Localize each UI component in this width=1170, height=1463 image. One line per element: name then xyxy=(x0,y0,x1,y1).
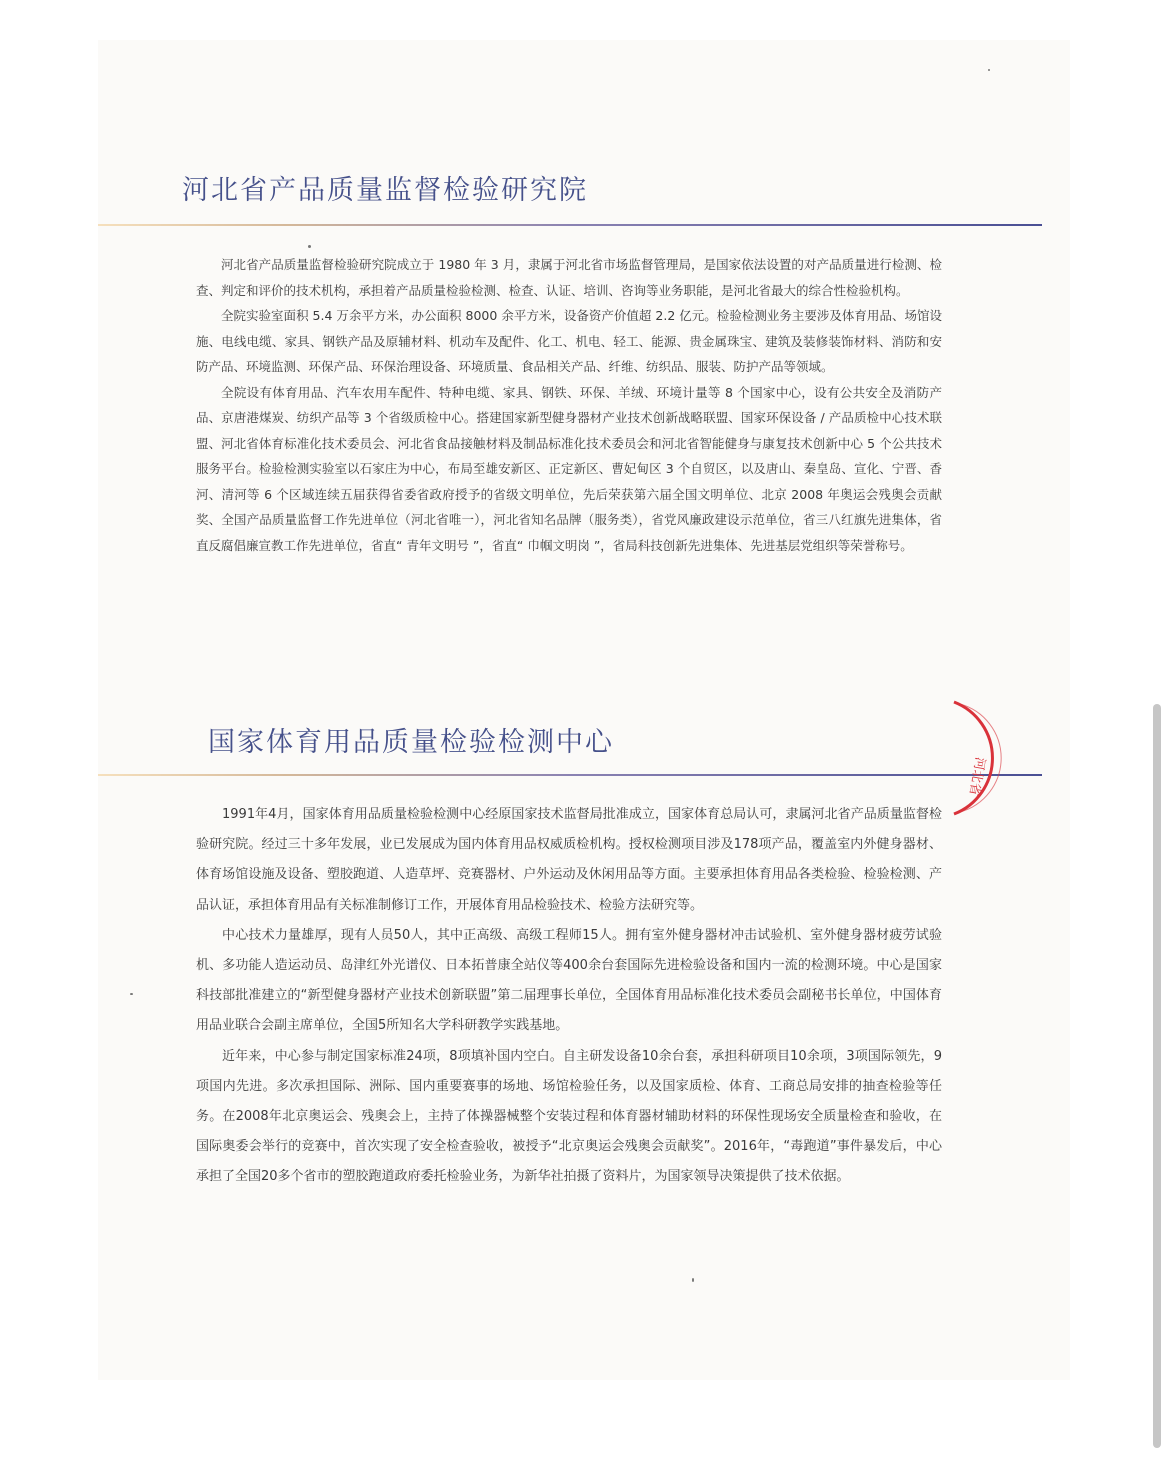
paragraph: 河北省产品质量监督检验研究院成立于 1980 年 3 月，隶属于河北省市场监督管理局，是国家依法设置的对产品质量进行检测、检查、判定和评价的技术机构，承担着产品质量检验检测、检查、认证、培训、咨询等业务职能，是河北省最大的综合性检验机构。 xyxy=(196,257,942,298)
paragraph: 中心技术力量雄厚，现有人员50人，其中正高级、高级工程师15人。拥有室外健身器材冲击试验机、室外健身器材疲劳试验机、多功能人造运动员、岛津红外光谱仪、日本拓普康全站仪等400余台套国际先进检验设备和国内一流的检测环境。中心是国家科技部批准建立的“新型健身器材产业技术创新联盟”第二届理事长单位，全国体育用品标准化技术委员会副秘书长单位，中国体育用品业联合会副主席单位，全国5所知名大学科研教学实践基地。 xyxy=(196,927,942,1034)
red-seal-stamp-icon xyxy=(940,694,988,822)
center-body xyxy=(196,800,942,1193)
scan-speck xyxy=(988,69,990,71)
scrollbar-thumb[interactable] xyxy=(1153,704,1161,1448)
scan-speck xyxy=(130,993,133,995)
paragraph: 近年来，中心参与制定国家标准24项，8项填补国内空白。自主研发设备10余台套，承担科研项目10余项，3项国际领先，9项国内先进。多次承担国际、洲际、国内重要赛事的场地、场馆检验任务，以及国家质检、体育、工商总局安排的抽查检验等任务。在2008年北京奥运会、残奥会上，主持了体操器械整个安装过程和体育器材辅助材料的环保性现场安全质量检查和验收，在国际奥委会举行的竞赛中，首次实现了安全检查验收，被授予“北京奥运会残奥会贡献奖”。2016年，“毒跑道”事件暴发后，中心承担了全国20多个省市的塑胶跑道政府委托检验业务，为新华社拍摄了资料片，为国家领导决策提供了技术依据。 xyxy=(196,1048,942,1185)
section-title-center: 国家体育用品质量检验检测中心 xyxy=(208,727,614,758)
institute-body xyxy=(196,252,942,558)
title-divider-1 xyxy=(98,224,1042,226)
scan-speck xyxy=(692,1278,694,1282)
paragraph: 全院实验室面积 5.4 万余平方米，办公面积 8000 余平方米，设备资产价值超 2.2 亿元。检验检测业务主要涉及体育用品、场馆设施、电线电缆、家具、钢铁产品及原辅材料、机动车及配件、化工、机电、轻工、能源、贵金属珠宝、建筑及装修装饰材料、消防和安防产品、环境监测、环保产品、环保治理设备、环境质量、食品相关产品、纤维、纺织品、服装、防护产品等领域。 xyxy=(196,308,942,374)
paragraph: 全院设有体育用品、汽车农用车配件、特种电缆、家具、钢铁、环保、羊绒、环境计量等 8 个国家中心，设有公共安全及消防产品、京唐港煤炭、纺织产品等 3 个省级质检中心。搭建国家新型健身器材产业技术创新战略联盟、国家环保设备 / 产品质检中心技术联盟、河北省体育标准化技术委员会、河北省食品接触材料及制品标准化技术委员会和河北省智能健身与康复技术创新中心 5 个公共技术服务平台。检验检测实验室以石家庄为中心，布局至雄安新区、正定新区、曹妃甸区 3 个自贸区，以及唐山、秦皇岛、宣化、宁晋、香河、清河等 6 个区域连续五届获得省委省政府授予的省级文明单位，先后荣获第六届全国文明单位、北京 2008 年奥运会残奥会贡献奖、全国产品质量监督工作先进单位（河北省唯一），河北省知名品牌（服务类），省党风廉政建设示范单位，省三八红旗先进集体，省直反腐倡廉宣教工作先进单位，省直“ 青年文明号 ”，省直“ 巾帼文明岗 ”，省局科技创新先进集体、先进基层党组织等荣誉称号。 xyxy=(196,384,942,553)
stamp-lettering: 河北省 xyxy=(965,755,988,797)
section-title-institute: 河北省产品质量监督检验研究院 xyxy=(182,175,588,206)
title-divider-2 xyxy=(98,774,1042,776)
scan-speck xyxy=(308,245,311,248)
paragraph: 1991年4月，国家体育用品质量检验检测中心经原国家技术监督局批准成立，国家体育总局认可，隶属河北省产品质量监督检验研究院。经过三十多年发展，业已发展成为国内体育用品权威质检机构。授权检测项目涉及178项产品，覆盖室内外健身器材、体育场馆设施及设备、塑胶跑道、人造草坪、竞赛器材、户外运动及休闲用品等方面。主要承担体育用品各类检验、检验检测、产品认证，承担体育用品有关标准制修订工作，开展体育用品检验技术、检验方法研究等。 xyxy=(196,807,942,913)
